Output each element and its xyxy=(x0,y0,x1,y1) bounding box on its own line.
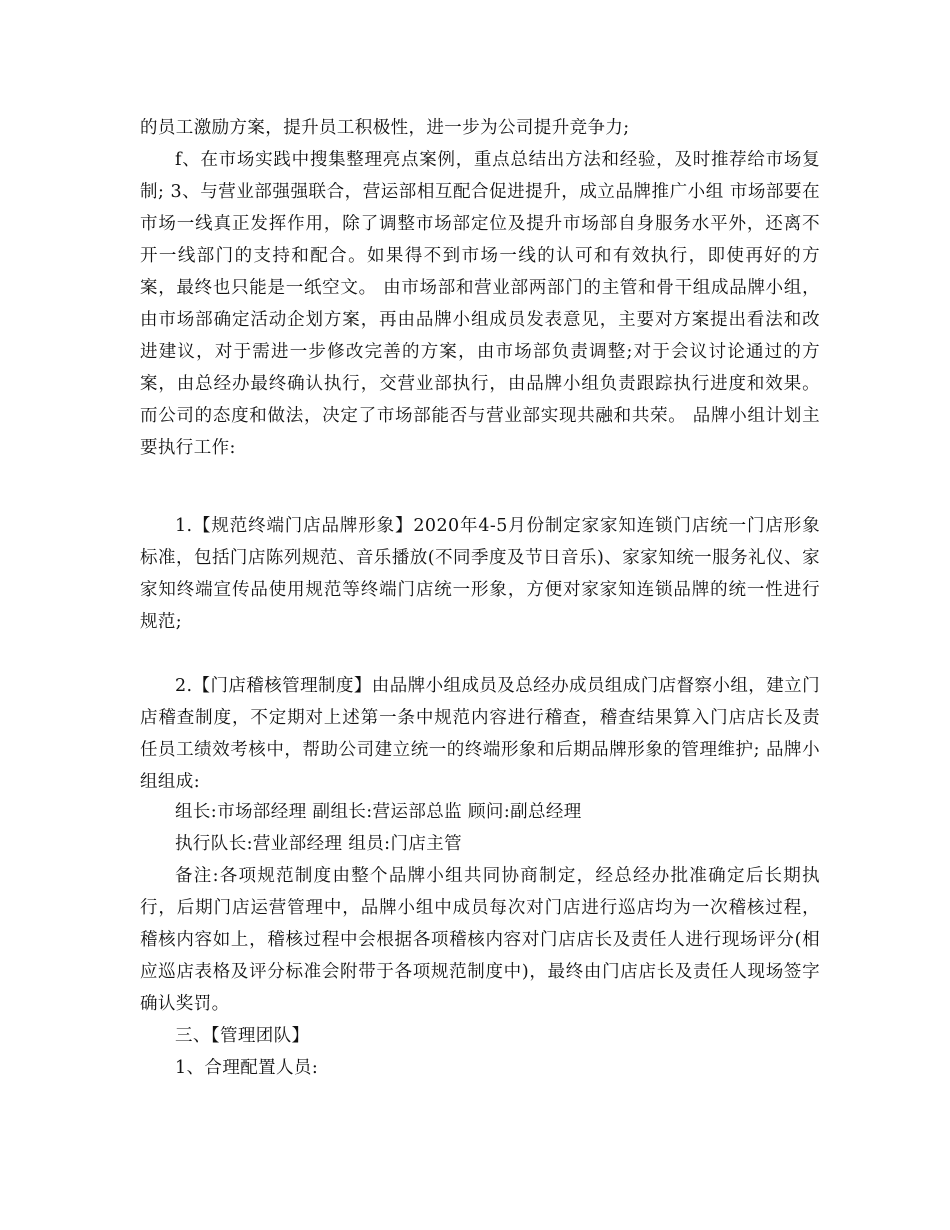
paragraph-brand-team: f、在市场实践中搜集整理亮点案例，重点总结出方法和经验，及时推荐给市场复制; 3、与营业部强强联合，营运部相互配合促进提升，成立品牌推广小组 市场部要在市场一线真正发挥作用，除了调整市场部定位及提升市场部自身服务水平外，还离不开一线部门的支持和配合。如果得不到市场一线的认可和有效执行，即使再好的方案，最终也只能是一纸空文。 由市场部和营业部两部门的主管和骨干组成品牌小组，由市场部确定活动企划方案，再由品牌小组成员发表意见，主要对方案提出看法和改进建议，对于需进一步修改完善的方案，由市场部负责调整;对于会议讨论通过的方案，由总经办最终确认执行，交营业部执行，由品牌小组负责跟踪执行进度和效果。而公司的态度和做法，决定了市场部能否与营业部实现共融和共荣。 品牌小组计划主要执行工作: xyxy=(140,150,820,458)
paragraph-incentive-plan: 的员工激励方案，提升员工积极性，进一步为公司提升竞争力; xyxy=(140,118,630,138)
paragraph-remarks: 备注:各项规范制度由整个品牌小组共同协商制定，经总经办批准确定后长期执行，后期门店运营管理中，品牌小组中成员每次对门店进行巡店均为一次稽核过程，稽核内容如上，稽核过程中会根据各项稽核内容对门店店长及责任人进行现场评分(相应巡店表格及评分标准会附带于各项规范制度中)，最终由门店店长及责任人现场签字确认奖罚。 xyxy=(140,866,820,1014)
paragraph-store-image: 1.【规范终端门店品牌形象】2020年4-5月份制定家家知连锁门店统一门店形象标准，包括门店陈列规范、音乐播放(不同季度及节日音乐)、家家知统一服务礼仪、家家知终端宣传品使用规范等终端门店统一形象，方便对家家知连锁品牌的统一性进行规范; xyxy=(140,516,820,632)
section-heading-management-team: 三、【管理团队】 xyxy=(175,1026,310,1046)
paragraph-store-audit: 2.【门店稽核管理制度】由品牌小组成员及总经办成员组成门店督察小组，建立门店稽查制度，不定期对上述第一条中规范内容进行稽查，稽查结果算入门店店长及责任员工绩效考核中，帮助公司建立统一的终端形象和后期品牌形象的管理维护; 品牌小组组成: xyxy=(140,676,820,792)
paragraph-team-leaders: 组长:市场部经理 副组长:营运部总监 顾问:副总经理 xyxy=(175,802,582,822)
paragraph-team-members: 执行队长:营业部经理 组员:门店主管 xyxy=(175,834,463,854)
paragraph-staffing: 1、合理配置人员: xyxy=(175,1058,319,1078)
